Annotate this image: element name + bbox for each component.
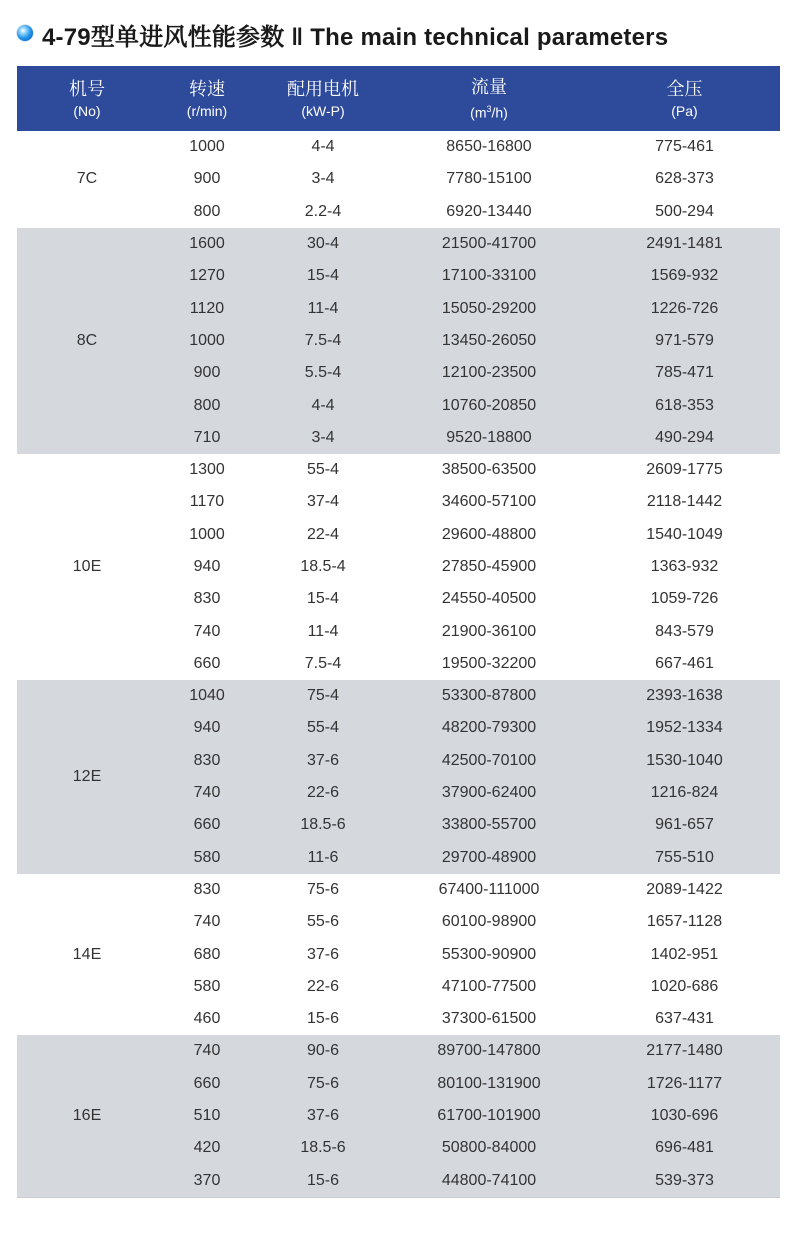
flow-cell: 29700-48900 bbox=[441, 848, 537, 866]
header-flow-en-pre: (m bbox=[470, 104, 487, 121]
motor-cell: 15-6 bbox=[306, 1171, 340, 1189]
flow-cell: 8650-16800 bbox=[446, 138, 532, 156]
speed-cell: 1600 bbox=[189, 235, 225, 253]
pressure-cell: 775-461 bbox=[655, 138, 714, 156]
pressure-cell: 539-373 bbox=[655, 1171, 714, 1189]
table-row bbox=[157, 1035, 780, 1067]
motor-cell: 18.5-6 bbox=[300, 816, 346, 834]
speed-cell: 660 bbox=[193, 654, 221, 672]
flow-cell: 12100-23500 bbox=[441, 364, 537, 382]
table-row bbox=[157, 519, 780, 551]
flow-cell: 37900-62400 bbox=[441, 784, 537, 802]
flow-cell: 61700-101900 bbox=[437, 1107, 541, 1125]
page-title: 4-79型单进风性能参数 ‖ The main technical parameters bbox=[42, 24, 669, 51]
speed-cell: 580 bbox=[193, 848, 221, 866]
speed-cell: 900 bbox=[193, 364, 221, 382]
bullet-icon bbox=[17, 25, 33, 41]
speed-cell: 940 bbox=[193, 719, 221, 737]
table-row bbox=[157, 357, 780, 389]
flow-cell: 50800-84000 bbox=[441, 1139, 537, 1157]
model-group bbox=[17, 1035, 780, 1197]
model-group bbox=[17, 680, 780, 874]
model-cell: 10E bbox=[72, 558, 102, 575]
motor-cell: 22-4 bbox=[306, 525, 340, 543]
table-row bbox=[157, 1068, 780, 1100]
table-row bbox=[157, 680, 780, 712]
motor-cell: 22-6 bbox=[306, 784, 340, 802]
header-motor-en: (kW-P) bbox=[301, 102, 345, 119]
pressure-cell: 1059-726 bbox=[650, 590, 719, 608]
table-row bbox=[157, 648, 780, 680]
speed-cell: 510 bbox=[193, 1107, 221, 1125]
speed-cell: 900 bbox=[193, 170, 221, 188]
motor-cell: 30-4 bbox=[306, 235, 340, 253]
speed-cell: 1000 bbox=[189, 331, 225, 349]
flow-cell: 37300-61500 bbox=[441, 1010, 537, 1028]
motor-cell: 18.5-4 bbox=[300, 558, 346, 575]
flow-cell: 24550-40500 bbox=[441, 590, 537, 608]
model-group bbox=[17, 228, 780, 454]
motor-cell: 55-6 bbox=[306, 913, 340, 931]
pressure-cell: 1363-932 bbox=[650, 558, 719, 575]
speed-cell: 940 bbox=[193, 558, 221, 575]
speed-cell: 830 bbox=[193, 751, 221, 769]
pressure-cell: 490-294 bbox=[655, 428, 714, 446]
pressure-cell: 843-579 bbox=[655, 622, 714, 640]
speed-cell: 420 bbox=[193, 1139, 221, 1157]
flow-cell: 7780-15100 bbox=[446, 170, 532, 188]
pressure-cell: 1540-1049 bbox=[646, 525, 723, 543]
flow-cell: 42500-70100 bbox=[441, 751, 537, 769]
pressure-cell: 1952-1334 bbox=[646, 719, 723, 737]
flow-cell: 21900-36100 bbox=[441, 622, 537, 640]
flow-cell: 44800-74100 bbox=[441, 1171, 537, 1189]
table-row bbox=[157, 228, 780, 260]
header-flow-zh: 流量 bbox=[471, 76, 507, 97]
header-model-zh: 机号 bbox=[69, 78, 105, 99]
table-row bbox=[157, 1165, 780, 1197]
speed-cell: 1000 bbox=[189, 525, 225, 543]
pressure-cell: 1657-1128 bbox=[646, 913, 723, 931]
speed-cell: 660 bbox=[193, 816, 221, 834]
motor-cell: 75-6 bbox=[306, 880, 340, 898]
flow-cell: 67400-111000 bbox=[438, 880, 540, 898]
motor-cell: 37-4 bbox=[306, 493, 340, 511]
header-motor bbox=[257, 66, 389, 131]
table-row bbox=[157, 745, 780, 777]
table-row bbox=[157, 551, 780, 583]
header-speed-zh: 转速 bbox=[189, 78, 225, 99]
motor-cell: 75-6 bbox=[306, 1074, 340, 1092]
flow-cell: 29600-48800 bbox=[441, 525, 537, 543]
motor-cell: 11-6 bbox=[307, 848, 339, 866]
pressure-cell: 1030-696 bbox=[650, 1107, 719, 1125]
table-row bbox=[157, 906, 780, 938]
motor-cell: 55-4 bbox=[306, 461, 340, 479]
pressure-cell: 667-461 bbox=[655, 654, 714, 672]
model-group bbox=[17, 874, 780, 1035]
pressure-cell: 961-657 bbox=[655, 816, 714, 834]
speed-cell: 830 bbox=[193, 880, 221, 898]
speed-cell: 740 bbox=[193, 622, 221, 640]
pressure-cell: 1402-951 bbox=[650, 945, 719, 963]
table-row bbox=[157, 842, 780, 874]
table-row bbox=[157, 422, 780, 454]
table-row bbox=[157, 777, 780, 809]
flow-cell: 48200-79300 bbox=[441, 719, 537, 737]
motor-cell: 15-4 bbox=[306, 590, 340, 608]
pressure-cell: 1020-686 bbox=[650, 977, 719, 995]
motor-cell: 15-4 bbox=[306, 267, 340, 285]
flow-cell: 27850-45900 bbox=[441, 558, 537, 575]
speed-cell: 710 bbox=[193, 428, 221, 446]
speed-cell: 1040 bbox=[189, 687, 225, 705]
pressure-cell: 500-294 bbox=[655, 202, 714, 220]
speed-cell: 1000 bbox=[189, 138, 225, 156]
parameters-table bbox=[17, 66, 780, 1198]
flow-cell: 13450-26050 bbox=[441, 331, 537, 349]
flow-cell: 6920-13440 bbox=[446, 202, 532, 220]
table-row bbox=[157, 163, 780, 195]
table-header bbox=[17, 66, 780, 131]
speed-cell: 680 bbox=[193, 945, 221, 963]
flow-cell: 9520-18800 bbox=[446, 428, 532, 446]
speed-cell: 660 bbox=[193, 1074, 221, 1092]
flow-cell: 53300-87800 bbox=[441, 687, 537, 705]
pressure-cell: 637-431 bbox=[655, 1010, 714, 1028]
table-row bbox=[157, 712, 780, 744]
pressure-cell: 2118-1442 bbox=[646, 493, 723, 511]
table-row bbox=[157, 389, 780, 421]
motor-cell: 7.5-4 bbox=[304, 654, 342, 672]
header-model-en: (No) bbox=[73, 102, 101, 119]
flow-cell: 34600-57100 bbox=[441, 493, 537, 511]
speed-cell: 740 bbox=[193, 784, 221, 802]
table-row bbox=[157, 971, 780, 1003]
speed-cell: 800 bbox=[193, 396, 221, 414]
pressure-cell: 2609-1775 bbox=[646, 461, 723, 479]
speed-cell: 740 bbox=[193, 913, 221, 931]
header-model bbox=[17, 66, 157, 131]
table-row bbox=[157, 615, 780, 647]
motor-cell: 3-4 bbox=[311, 428, 335, 446]
motor-cell: 75-4 bbox=[306, 687, 340, 705]
header-flow-en-post: /h) bbox=[491, 104, 508, 121]
flow-cell: 55300-90900 bbox=[441, 945, 537, 963]
header-speed bbox=[157, 66, 257, 131]
table-row bbox=[157, 1100, 780, 1132]
pressure-cell: 755-510 bbox=[655, 848, 714, 866]
header-pressure bbox=[589, 66, 780, 131]
pressure-cell: 2177-1480 bbox=[646, 1042, 723, 1060]
flow-cell: 89700-147800 bbox=[437, 1042, 541, 1060]
model-cell: 8C bbox=[76, 331, 98, 349]
model-cell: 7C bbox=[76, 170, 98, 188]
motor-cell: 37-6 bbox=[306, 945, 340, 963]
table-row bbox=[157, 874, 780, 906]
motor-cell: 3-4 bbox=[311, 170, 335, 188]
speed-cell: 370 bbox=[193, 1171, 221, 1189]
pressure-cell: 2393-1638 bbox=[646, 687, 723, 705]
motor-cell: 37-6 bbox=[306, 751, 340, 769]
motor-cell: 11-4 bbox=[307, 299, 339, 317]
motor-cell: 5.5-4 bbox=[304, 364, 342, 382]
speed-cell: 1120 bbox=[189, 299, 225, 317]
pressure-cell: 1216-824 bbox=[650, 784, 719, 802]
table-row bbox=[157, 131, 780, 163]
pressure-cell: 1569-932 bbox=[650, 267, 719, 285]
speed-cell: 830 bbox=[193, 590, 221, 608]
flow-cell: 33800-55700 bbox=[441, 816, 537, 834]
flow-cell: 60100-98900 bbox=[441, 913, 537, 931]
model-cell: 16E bbox=[72, 1107, 102, 1125]
table-row bbox=[157, 583, 780, 615]
pressure-cell: 1530-1040 bbox=[646, 751, 723, 769]
motor-cell: 37-6 bbox=[306, 1107, 340, 1125]
motor-cell: 11-4 bbox=[307, 622, 339, 640]
model-cell: 14E bbox=[72, 945, 102, 963]
pressure-cell: 785-471 bbox=[655, 364, 714, 382]
motor-cell: 2.2-4 bbox=[304, 202, 342, 220]
motor-cell: 7.5-4 bbox=[304, 331, 342, 349]
model-group bbox=[17, 454, 780, 680]
speed-cell: 460 bbox=[193, 1010, 221, 1028]
header-pressure-zh: 全压 bbox=[666, 78, 703, 99]
table-row bbox=[157, 260, 780, 292]
table-row bbox=[157, 809, 780, 841]
flow-cell: 38500-63500 bbox=[441, 461, 537, 479]
header-speed-en: (r/min) bbox=[186, 102, 228, 119]
header-flow-en bbox=[470, 100, 508, 122]
header-flow-en-sup: 3 bbox=[486, 103, 492, 114]
flow-cell: 21500-41700 bbox=[441, 235, 537, 253]
table-row bbox=[157, 325, 780, 357]
motor-cell: 4-4 bbox=[311, 138, 335, 156]
pressure-cell: 628-373 bbox=[655, 170, 714, 188]
header-motor-zh: 配用电机 bbox=[287, 78, 359, 99]
pressure-cell: 696-481 bbox=[655, 1139, 714, 1157]
speed-cell: 740 bbox=[193, 1042, 221, 1060]
header-pressure-en: (Pa) bbox=[671, 102, 698, 119]
table-row bbox=[157, 1132, 780, 1164]
table-row bbox=[157, 292, 780, 324]
speed-cell: 580 bbox=[193, 977, 221, 995]
table-body bbox=[17, 131, 780, 1198]
table-row bbox=[157, 486, 780, 518]
table-row bbox=[157, 454, 780, 486]
motor-cell: 4-4 bbox=[311, 396, 335, 414]
speed-cell: 1300 bbox=[189, 461, 225, 479]
motor-cell: 15-6 bbox=[306, 1010, 340, 1028]
speed-cell: 1170 bbox=[189, 493, 225, 511]
table-row bbox=[157, 938, 780, 970]
pressure-cell: 1726-1177 bbox=[646, 1074, 723, 1092]
flow-cell: 17100-33100 bbox=[441, 267, 537, 285]
pressure-cell: 618-353 bbox=[655, 396, 714, 414]
title-bar bbox=[0, 0, 800, 66]
motor-cell: 18.5-6 bbox=[300, 1139, 346, 1157]
motor-cell: 22-6 bbox=[306, 977, 340, 995]
pressure-cell: 971-579 bbox=[655, 331, 714, 349]
speed-cell: 800 bbox=[193, 202, 221, 220]
flow-cell: 15050-29200 bbox=[441, 299, 537, 317]
pressure-cell: 1226-726 bbox=[650, 299, 719, 317]
flow-cell: 19500-32200 bbox=[441, 654, 537, 672]
header-flow bbox=[389, 66, 589, 131]
pressure-cell: 2089-1422 bbox=[646, 880, 723, 898]
motor-cell: 90-6 bbox=[306, 1042, 340, 1060]
model-cell: 12E bbox=[72, 767, 102, 785]
pressure-cell: 2491-1481 bbox=[646, 235, 723, 253]
table-row bbox=[157, 196, 780, 228]
table-row bbox=[157, 1003, 780, 1035]
flow-cell: 47100-77500 bbox=[441, 977, 537, 995]
motor-cell: 55-4 bbox=[306, 719, 340, 737]
speed-cell: 1270 bbox=[189, 267, 225, 285]
flow-cell: 80100-131900 bbox=[437, 1074, 541, 1092]
flow-cell: 10760-20850 bbox=[441, 396, 537, 414]
model-group bbox=[17, 131, 780, 228]
